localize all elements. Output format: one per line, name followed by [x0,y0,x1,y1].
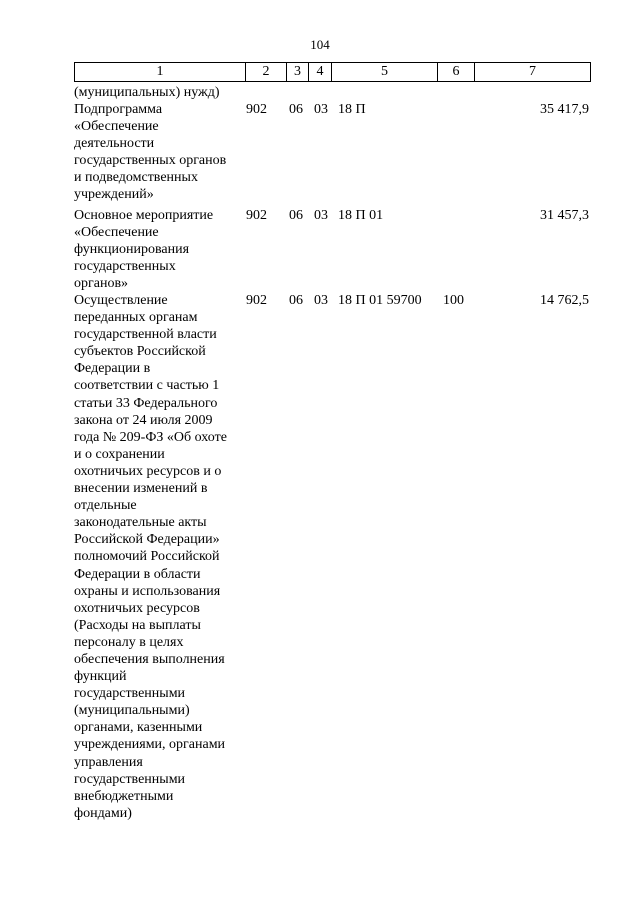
row-name-line: органов» [74,276,129,292]
row-name-line: государственных [74,259,176,275]
row-name-line: учреждений» [74,187,154,203]
row-name-line: государственной власти [74,327,217,343]
row-name-line: фондами) [74,805,132,821]
row-name-line: управления [74,754,143,770]
row-name-line: деятельности [74,136,155,152]
row-name-line: внебюджетными [74,788,174,804]
row-target-article: 18 П 01 59700 [338,293,422,308]
row-glava: 902 [246,293,267,308]
row-name-line: внесении изменений в [74,481,208,497]
row-name-line: охотничьих ресурсов [74,600,200,616]
row-name-line: государственными [74,771,186,787]
row-name-line: учреждениями, органами [74,737,226,753]
row-name-line: обеспечения выполнения [74,651,225,667]
row-name-line: «Обеспечение [74,225,159,241]
row-name-line: отдельные [74,498,137,514]
row-name-line: Основное мероприятие [74,208,214,223]
row-glava: 902 [246,102,267,117]
row-name-line: статьи 33 Федерального [74,395,218,411]
column-header-6: 6 [438,63,475,81]
row-name-line: полномочий Российской [74,549,220,565]
column-header-1: 1 [75,63,246,81]
row-target-article: 18 П 01 [338,208,384,223]
row-name-line: Подпрограмма [74,102,163,117]
row-name-line: субъектов Российской [74,344,206,360]
row-name-line: (Расходы на выплаты [74,617,201,633]
row-name-line: Федерации в [74,361,151,377]
row-glava: 902 [246,208,267,223]
row-name-line: законодательные акты [74,515,207,531]
row-name [74,84,254,101]
column-header-2: 2 [246,63,287,81]
row-name-line: охраны и использования [74,583,221,599]
row-sum: 35 417,9 [540,102,589,117]
row-name-line: Осуществление [74,293,168,308]
row-name [74,207,254,292]
row-podrazdel: 03 [314,208,328,223]
row-target-article: 18 П [338,102,366,117]
row-razdel: 06 [289,293,303,308]
row-name-line: Федерации в области [74,566,201,582]
row-name-line: государственных органов [74,153,227,169]
row-podrazdel: 03 [314,102,328,117]
row-sum: 31 457,3 [540,208,589,223]
row-name-line: государственными [74,686,186,702]
row-name-line: органами, казенными [74,720,203,736]
table-header [74,62,591,82]
row-podrazdel: 03 [314,293,328,308]
column-header-7: 7 [529,64,536,79]
row-expense-type: 100 [443,293,464,308]
row-sum: 14 762,5 [540,293,589,308]
row-name-line: соответствии с частью 1 [74,378,220,394]
row-name [74,101,254,204]
column-header-5: 5 [332,63,438,81]
page-number: 104 [310,37,330,52]
row-razdel: 06 [289,208,303,223]
row-name-line: персоналу в целях [74,634,184,650]
row-name-line: «Обеспечение [74,119,159,135]
row-name-line: (муниципальными) [74,703,190,719]
row-razdel: 06 [289,102,303,117]
row-name-line: года № 209-ФЗ «Об охоте [74,429,227,445]
column-header-4: 4 [309,63,332,81]
row-name-line: Российской Федерации» [74,532,220,548]
row-name-line: и о сохранении [74,446,165,462]
row-name-line: (муниципальных) нужд) [74,85,220,100]
row-name-line: функций [74,669,127,685]
row-name [74,292,254,822]
row-name-line: закона от 24 июля 2009 [74,412,213,428]
column-header-3: 3 [287,63,309,81]
row-name-line: охотничьих ресурсов и о [74,463,222,479]
row-name-line: переданных органам [74,310,198,326]
row-name-line: функционирования [74,242,190,258]
row-name-line: и подведомственных [74,170,198,186]
